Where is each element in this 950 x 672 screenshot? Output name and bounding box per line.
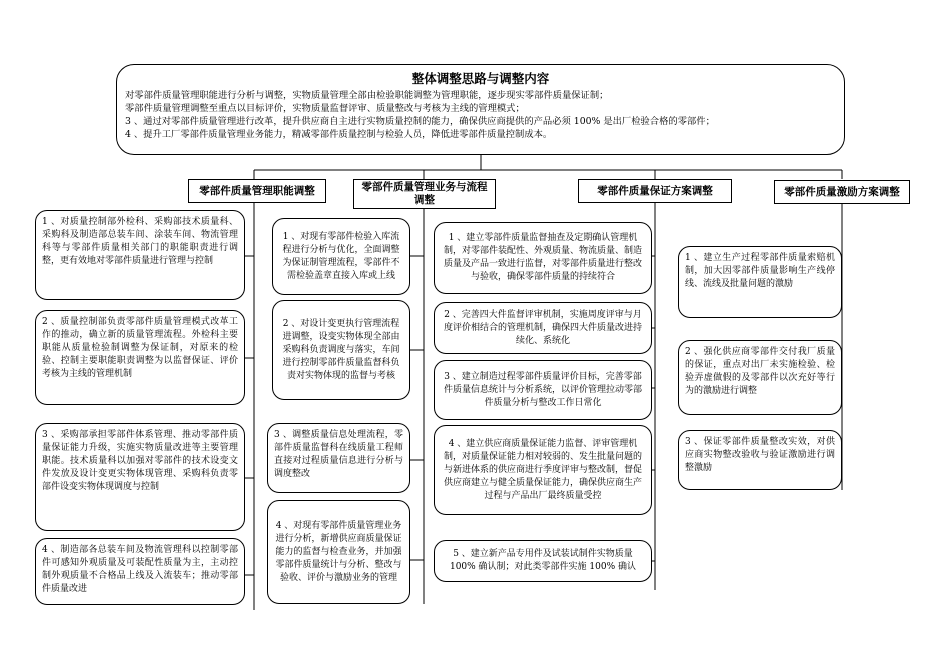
summary-line: 3 、通过对零部件质量管理进行改革，提升供应商自主进行实物质量控制的能力，确保供应商提供的产品必须 100% 是出厂检验合格的零部件； [125,116,715,127]
process-item-card: 3 、调整质量信息处理流程，零部件质量监督科在线质量工程师直接对过程质量信息进行分析与调度整改 [267,423,410,493]
process-item-card: 1 、对现有零部件检验入库流程进行分析与优化，全面调整为保证制管理流程，零部件不需检验盖章直接入库或上线 [272,218,410,295]
function-item-card: 2 、质量控制部负责零部件质量管理模式改革工作的推动，确立新的质量管理流程。外检科主要职能从质量检验制调整为保证制，对原来的检验、控制主要职能职责调整为以监督保证、评价考核为主线的管理机制 [35,310,245,405]
incentive-item-card: 3 、保证零部件质量整改实效，对供应商实物整改验收与验证激励进行调整激励 [678,430,842,490]
column-header-incentive: 零部件质量激励方案调整 [774,180,910,204]
diagram-title: 整体调整思路与调整内容 [411,71,550,86]
function-item-card: 3 、采购部承担零部件体系管理、推动零部件质量保证能力升级，实施实物质量改进等主要管理职能。技术质量科以加强对零部件的技术设变文件发放及设计变更实物体现管理、采购科负责零部件设变实物体现调度与控制 [35,423,245,531]
summary-line: 对零部件质量管理职能进行分析与调整，实物质量管理全部由检验职能调整为管理职能，逐步现实零部件质量保证制； [125,90,609,101]
assurance-item-card: 4 、建立供应商质量保证能力监督、评审管理机制，对质量保证能力相对较弱的、发生批量问题的与新进体系的供应商进行季度评审与整改制，督促供应商建立与健全质量保证能力，确保供应商生产过程与产品出厂最终质量受控 [434,425,652,515]
summary-box [116,64,845,155]
assurance-item-card: 5 、建立新产品专用件及试装试制件实物质量100% 确认制；对此类零部件实施 100% 确认 [434,540,652,582]
assurance-item-card: 2 、完善四大件监督评审机制，实施周度评审与月度评价相结合的管理机制，确保四大件质量改进持续化、系统化 [434,302,652,354]
assurance-item-card: 1 、建立零部件质量监督抽查及定期确认管理机制，对零部件装配性、外观质量、物流质量、制造质量及产品一致进行监督，对零部件质量进行整改与验收，确保零部件质量的持续符合 [434,222,652,294]
process-item-card: 2 、对设计变更执行管理流程进调整，设变实物体现全部由采购科负责调度与落实，车间进行控制零部件质量监督科负责对实物体现的监督与考核 [272,300,410,400]
incentive-item-card: 2 、强化供应商零部件交付我厂质量的保证，重点对出厂未实施检验、检验弄虚做假的及零部件以次充好等行为的激励进行调整 [678,340,842,415]
incentive-item-card: 1 、建立生产过程零部件质量索赔机制，加大因零部件质量影响生产线停线、流线及批量问题的激励 [678,246,842,318]
summary-line: 4 、提升工厂零部件质量管理业务能力，精减零部件质量控制与检验人员，降低进零部件质量控制成本。 [125,129,553,140]
column-header-process: 零部件质量管理业务与流程调整 [353,179,496,209]
assurance-item-card: 3 、建立制造过程零部件质量评价目标，完善零部件质量信息统计与分析系统，以评价管理拉动零部件质量分析与整改工作日常化 [434,360,652,420]
function-item-card: 1 、对质量控制部外检科、采购部技术质量科、采购科及制造部总装车间、涂装车间、物流管理科等与零部件质量相关部门的职能职责进行调整，更有效地对零部件质量进行管理与控制 [35,210,245,300]
column-header-function: 零部件质量管理职能调整 [188,179,326,203]
summary-line: 零部件质量管理调整至重点以目标评价，实物质量监督评审、质量整改与考核为主线的管理模式； [125,103,525,114]
function-item-card: 4 、制造部各总装车间及物流管理科以控制零部件可感知外观质量及可装配性质量为主，主动控制外观质量不合格品上线及入流装车；推动零部件质量改进 [35,538,245,605]
column-header-assurance: 零部件质量保证方案调整 [578,179,732,203]
process-item-card: 4 、对现有零部件质量管理业务进行分析，新增供应商质量保证能力的监督与检查业务，并加强零部件质量统计与分析、整改与验收、评价与激励业务的管理 [267,500,410,604]
